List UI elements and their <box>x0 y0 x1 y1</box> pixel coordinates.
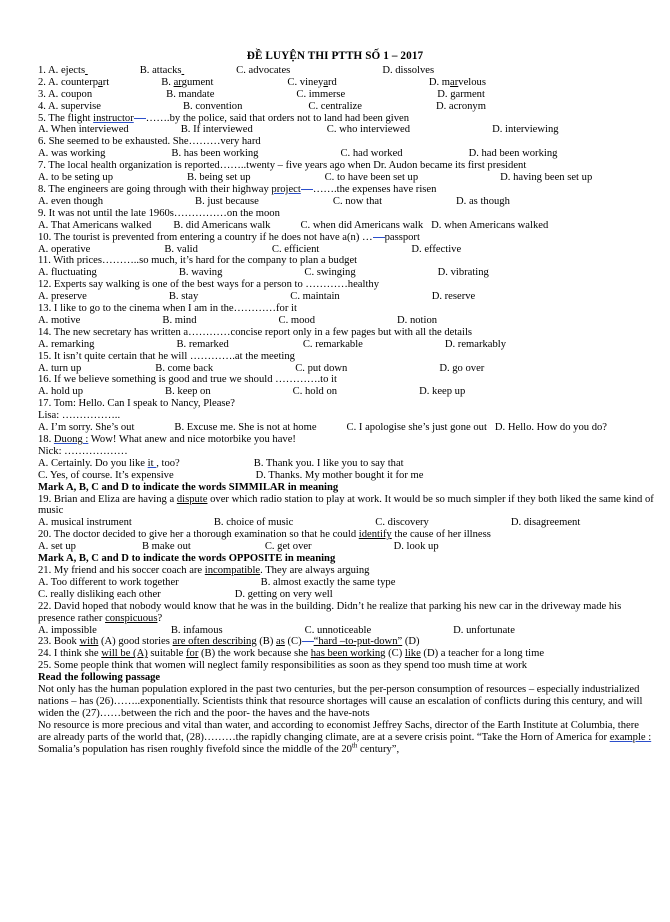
question-21-stem <box>38 565 654 577</box>
q10-option-d: D. effective <box>411 243 462 255</box>
q12-option-d: D. reserve <box>431 291 476 303</box>
q23-part-4: (C) <box>284 636 302 648</box>
q19-option-a: A. musical instrument <box>38 517 132 529</box>
q2-option-a-underlined: a <box>98 76 103 88</box>
question-9-stem: 9. It was not until the late 1960s……………on the moon <box>38 207 280 219</box>
q6-option-a: A. was working <box>38 148 106 160</box>
q3-option-d: D. garment <box>437 88 485 100</box>
q7-option-a: A. to be seting up <box>38 172 114 184</box>
q23-part-5: (D) <box>402 636 420 648</box>
question-16-options <box>38 386 654 398</box>
q20-stem-pre: 20. The doctor decided to give her a thorough examination so that he could <box>38 529 359 541</box>
q17-option-b: B. Excuse me. She is not at home <box>174 422 317 434</box>
q10-stem-pre: 10. The tourist is prevented from entering a country if he does not have a(n) … <box>38 231 373 243</box>
q8-option-a: A. even though <box>38 195 104 207</box>
passage-paragraph-2 <box>38 720 654 756</box>
q9-option-d: D. when Americans walked <box>431 219 549 231</box>
question-19-stem <box>38 494 654 518</box>
page-title: ĐỀ LUYỆN THI PTTH SỐ 1 – 2017 <box>246 50 424 62</box>
question-8-options <box>38 196 654 208</box>
q2-option-d-post: velous <box>458 76 486 88</box>
question-5-stem <box>38 113 654 125</box>
q6-option-d: D. had been working <box>468 148 558 160</box>
q19-option-d: D. disagreement <box>510 517 581 529</box>
question-22-options <box>38 625 654 637</box>
q3-option-b: B. mandate <box>166 88 215 100</box>
q14-option-a: A. remarking <box>38 338 95 350</box>
q6-option-c: C. had worked <box>340 148 403 160</box>
q4-option-d: D. acronym <box>435 100 486 112</box>
q2-option-a-post: rt <box>102 76 110 88</box>
q24-part-5: (D) a teacher for a long time <box>420 648 545 660</box>
q1-option-b: B. attacks <box>139 64 182 76</box>
q20-option-a: A. set up <box>38 541 76 553</box>
question-17-stem: 17. Tom: Hello. Can I speak to Nancy, Please? <box>38 398 235 410</box>
q21-option-c: C. really disliking each other <box>38 588 161 600</box>
q21-option-a: A. Too different to work together <box>38 576 179 588</box>
question-25: 25. Some people think that women will neglect family responsibilities as soon as they spend too mush time at work <box>38 660 528 672</box>
q19-option-c: C. discovery <box>375 517 429 529</box>
passage-ordinal-suffix: th <box>351 741 358 750</box>
q23-part-2: (A) good stories <box>98 636 173 648</box>
question-8-stem <box>38 184 654 196</box>
q5-blue-gap <box>134 118 146 119</box>
q2-option-b-pre: B. <box>161 76 174 88</box>
passage-para2-mid: Somalia’s population has risen roughly fivefold since the middle of the 20 <box>38 743 352 755</box>
q22-option-b: B. infamous <box>170 624 223 636</box>
q13-option-a: A. motive <box>38 314 81 326</box>
q10-stem-post: passport <box>384 231 420 243</box>
q17-option-a: A. I’m sorry. She’s out <box>38 422 135 434</box>
q18-option-a-post: , too? <box>156 457 180 469</box>
question-18-options-row1 <box>38 458 654 470</box>
question-5-options <box>38 124 654 136</box>
question-15-stem: 15. It isn’t quite certain that he will ………….at the meeting <box>38 350 295 362</box>
q13-option-b: B. mind <box>162 314 197 326</box>
q3-option-a: 3. A. coupon <box>38 88 93 100</box>
q6-option-b: B. has been working <box>171 148 259 160</box>
question-20-stem <box>38 529 654 541</box>
q24-part-1: 24. I think she <box>38 648 102 660</box>
q15-option-d: D. go over <box>439 362 485 374</box>
q22-option-a: A. impossible <box>38 624 97 636</box>
question-14-options <box>38 339 654 351</box>
q18-option-d: D. Thanks. My mother bought it for me <box>255 469 424 481</box>
q19-stem-pre: 19. Brian and Eliza are having a <box>38 493 177 505</box>
q8-option-d: D. as though <box>456 195 510 207</box>
q10-option-a: A. operative <box>38 243 91 255</box>
question-24 <box>38 648 654 660</box>
question-12-options <box>38 291 654 303</box>
q5-stem-post: …….by the police, said that orders not to land had been given <box>145 112 410 124</box>
q15-option-c: C. put down <box>295 362 348 374</box>
q22-option-d: D. unfortunate <box>453 624 515 636</box>
question-21-options-row1 <box>38 577 654 589</box>
passage-para2-post: century”, <box>357 743 400 755</box>
q24-underlined-d: like <box>404 648 421 660</box>
q20-option-d: D. look up <box>393 541 439 553</box>
q12-option-c: C. maintain <box>290 291 340 303</box>
q17-option-d: D. Hello. How do you do? <box>494 422 608 434</box>
q18-stem-pre: 18. <box>38 434 54 445</box>
q8-blue-gap <box>301 189 313 190</box>
question-6-stem: 6. She seemed to be exhausted. She………very hard <box>38 136 261 148</box>
question-17-speaker: Lisa: …………….. <box>38 410 121 422</box>
q4-option-c: C. centralize <box>308 100 362 112</box>
q21-option-b: B. almost exactly the same type <box>260 576 396 588</box>
question-9-options <box>38 220 654 232</box>
q8-stem-underlined: project <box>271 183 301 195</box>
q23-part-1: 23. Book <box>38 636 80 648</box>
q8-stem-post: …….the expenses have risen <box>312 183 437 195</box>
q5-stem-underlined: instructor <box>93 112 134 124</box>
question-23 <box>38 636 654 648</box>
q14-option-d: D. remarkably <box>444 338 507 350</box>
question-16-stem: 16. If we believe something is good and true we should ………….to it <box>38 374 337 386</box>
passage-example-underlined: example : <box>609 731 652 743</box>
q8-option-b: B. just because <box>195 195 259 207</box>
question-11-stem: 11. With prices………..so much, it’s hard for the company to plan a budget <box>38 255 358 267</box>
q5-option-c: C. who interviewed <box>326 124 411 136</box>
q18-option-a-pre: A. Certainly. Do you like <box>38 457 148 469</box>
question-18-options-row2 <box>38 470 654 482</box>
q19-stem-underlined: dispute <box>176 493 208 505</box>
q2-option-c-post: rd <box>328 76 337 88</box>
q12-option-b: B. stay <box>168 291 199 303</box>
q15-option-a: A. turn up <box>38 362 82 374</box>
q7-option-d: D. having been set up <box>500 172 593 184</box>
question-22-stem <box>38 601 654 625</box>
q23-underlined-d: “hard –to-put-down” <box>313 636 403 648</box>
q9-option-a: A. That Americans walked <box>38 219 152 231</box>
heading-read-passage: Read the following passage <box>38 672 161 684</box>
q21-stem-pre: 21. My friend and his soccer coach are <box>38 564 205 576</box>
q23-underlined-c: as <box>276 636 285 648</box>
q24-part-3: (B) the work because she <box>198 648 311 660</box>
q16-option-a: A. hold up <box>38 386 84 398</box>
question-18-speaker: Nick: ……………… <box>38 445 128 457</box>
question-18-stem <box>38 434 654 446</box>
q1-option-a: 1. A. ejects <box>38 64 86 76</box>
question-2 <box>38 77 654 89</box>
q18-option-a-underlined: it <box>147 457 157 469</box>
question-1 <box>38 65 654 77</box>
question-10-stem <box>38 232 654 244</box>
q5-stem-pre: 5. The flight <box>38 112 94 124</box>
q14-option-c: C. remarkable <box>302 338 363 350</box>
q10-option-c: C. efficient <box>271 243 320 255</box>
q8-stem-pre: 8. The engineers are going through with their highway <box>38 183 272 195</box>
q19-option-b: B. choice of music <box>213 517 294 529</box>
q13-option-d: D. notion <box>397 314 438 326</box>
q2-option-b-underlined: ar <box>173 76 182 88</box>
q24-underlined-a: will be (A) <box>101 648 148 660</box>
q1-option-c: C. advocates <box>236 64 291 76</box>
q2-option-a-pre: 2. A. counterp <box>38 76 99 88</box>
q2-option-b-post: gument <box>181 76 214 88</box>
q21-stem-underlined: incompatible <box>204 564 261 576</box>
q23-underlined-b: are often describing <box>172 636 257 648</box>
q20-option-c: C. get over <box>264 541 312 553</box>
q3-option-c: C. immerse <box>296 88 346 100</box>
question-21-options-row2 <box>38 589 654 601</box>
question-20-options <box>38 541 654 553</box>
passage-paragraph-1: Not only has the human population explored in the past two centuries, but the per-person consumption of resources – especially industrialized nations – has (26)……..exponentially. Scientists think that resource shortages will cause an escalation of conflicts during this century, and will widen the (27)……between the rich and the poor- the haves and the have-nots <box>38 684 643 719</box>
q10-blue-gap <box>373 237 385 238</box>
q2-option-c-underlined: a <box>323 76 329 88</box>
q16-option-d: D. keep up <box>419 386 466 398</box>
question-13-options <box>38 315 654 327</box>
q20-option-b: B make out <box>141 541 191 553</box>
q23-blue-gap <box>302 641 314 642</box>
q16-option-b: B. keep on <box>165 386 211 398</box>
question-7-options <box>38 172 654 184</box>
q24-underlined-b: for <box>186 648 199 660</box>
q11-option-b: B. waving <box>178 267 223 279</box>
q19-stem-post: over which radio station to play at work. It would be so much simpler if they both liked the same kind of music <box>38 493 654 517</box>
q15-option-b: B. come back <box>155 362 214 374</box>
q2-option-d-pre: D. m <box>428 76 451 88</box>
q2-option-d-underlined: ar <box>450 76 459 88</box>
question-13-stem: 13. I like to go to the cinema when I am in the…………for it <box>38 303 297 315</box>
q21-stem-post: . They are always arguing <box>260 564 370 576</box>
q18-option-b: B. Thank you. I like you to say that <box>253 457 404 469</box>
q7-option-b: B. being set up <box>187 172 251 184</box>
q11-option-a: A. fluctuating <box>38 267 97 279</box>
q24-part-2: suitable <box>147 648 186 660</box>
q22-stem-post: ? <box>157 612 163 624</box>
q23-part-3: (B) <box>256 636 277 648</box>
q5-option-d: D. interviewing <box>492 124 559 136</box>
question-10-options <box>38 244 654 256</box>
q11-option-c: C. swinging <box>304 267 356 279</box>
question-12-stem: 12. Experts say walking is one of the best ways for a person to …………healthy <box>38 279 379 291</box>
question-19-options <box>38 517 654 529</box>
q24-underlined-c: has been working <box>310 648 386 660</box>
question-7-stem: 7. The local health organization is reported……..twenty – five years ago when Dr. Audon became its first president <box>38 160 527 172</box>
q7-option-c: C. to have been set up <box>324 172 419 184</box>
q8-option-c: C. now that <box>332 195 383 207</box>
q20-stem-underlined: identify <box>358 529 392 541</box>
q14-option-b: B. remarked <box>176 338 229 350</box>
q18-speaker-name-underlined: Duong : <box>53 434 89 445</box>
question-11-options <box>38 267 654 279</box>
q22-stem-pre: 22. David hoped that nobody would know that he was in the building. Didn’t he realize that parking his new car in the driveway made his presence rather <box>38 600 622 624</box>
q23-underlined-a: with <box>79 636 99 648</box>
q2-option-c-pre: C. viney <box>287 76 324 88</box>
q20-stem-post: the cause of her illness <box>391 529 491 541</box>
q4-option-a: 4. A. supervise <box>38 100 101 112</box>
q12-option-a: A. preserve <box>38 291 87 303</box>
q24-part-4: (C) <box>385 648 405 660</box>
q9-option-b: B. did Americans walk <box>173 219 271 231</box>
document-body <box>0 65 670 756</box>
question-3 <box>38 89 654 101</box>
q9-option-c: C. when did Americans walk <box>300 219 424 231</box>
q11-option-d: D. vibrating <box>437 267 489 279</box>
q21-option-d: D. getting on very well <box>234 588 333 600</box>
q18-stem-post: Wow! What anew and nice motorbike you have! <box>88 434 296 445</box>
q16-option-c: C. hold on <box>292 386 338 398</box>
passage-para2-pre: No resource is more precious and vital than water, and according to economist Jeffrey Sachs, director of the Earth Institute at Columbia, there are already parts of the world that, (28)………the rapidly changing climate, are at a severe crisis point. “Take the Horn of America for <box>38 719 639 743</box>
q5-option-a: A. When interviewed <box>38 124 129 136</box>
question-4 <box>38 101 654 113</box>
heading-similar-meaning: Mark A, B, C and D to indicate the words SIMMILAR in meaning <box>38 481 339 493</box>
q5-option-b: B. If interviewed <box>180 124 253 136</box>
q22-option-c: C. unnoticeable <box>304 624 372 636</box>
question-17-options <box>38 422 654 434</box>
q10-option-b: B. valid <box>164 243 198 255</box>
q1-option-d: D. dissolves <box>382 64 435 76</box>
question-6-options <box>38 148 654 160</box>
q22-stem-underlined: conspicuous <box>105 612 158 624</box>
question-15-options <box>38 363 654 375</box>
q17-option-c: C. I apologise she’s just gone out <box>346 422 487 434</box>
heading-opposite-meaning: Mark A, B, C and D to indicate the words OPPOSITE in meaning <box>38 553 336 565</box>
q18-option-c: C. Yes, of course. It’s expensive <box>38 469 174 481</box>
q4-option-b: B. convention <box>182 100 243 112</box>
q13-option-c: C. mood <box>278 314 316 326</box>
question-14-stem: 14. The new secretary has written a…………concise report only in a few pages but with all the details <box>38 326 473 338</box>
